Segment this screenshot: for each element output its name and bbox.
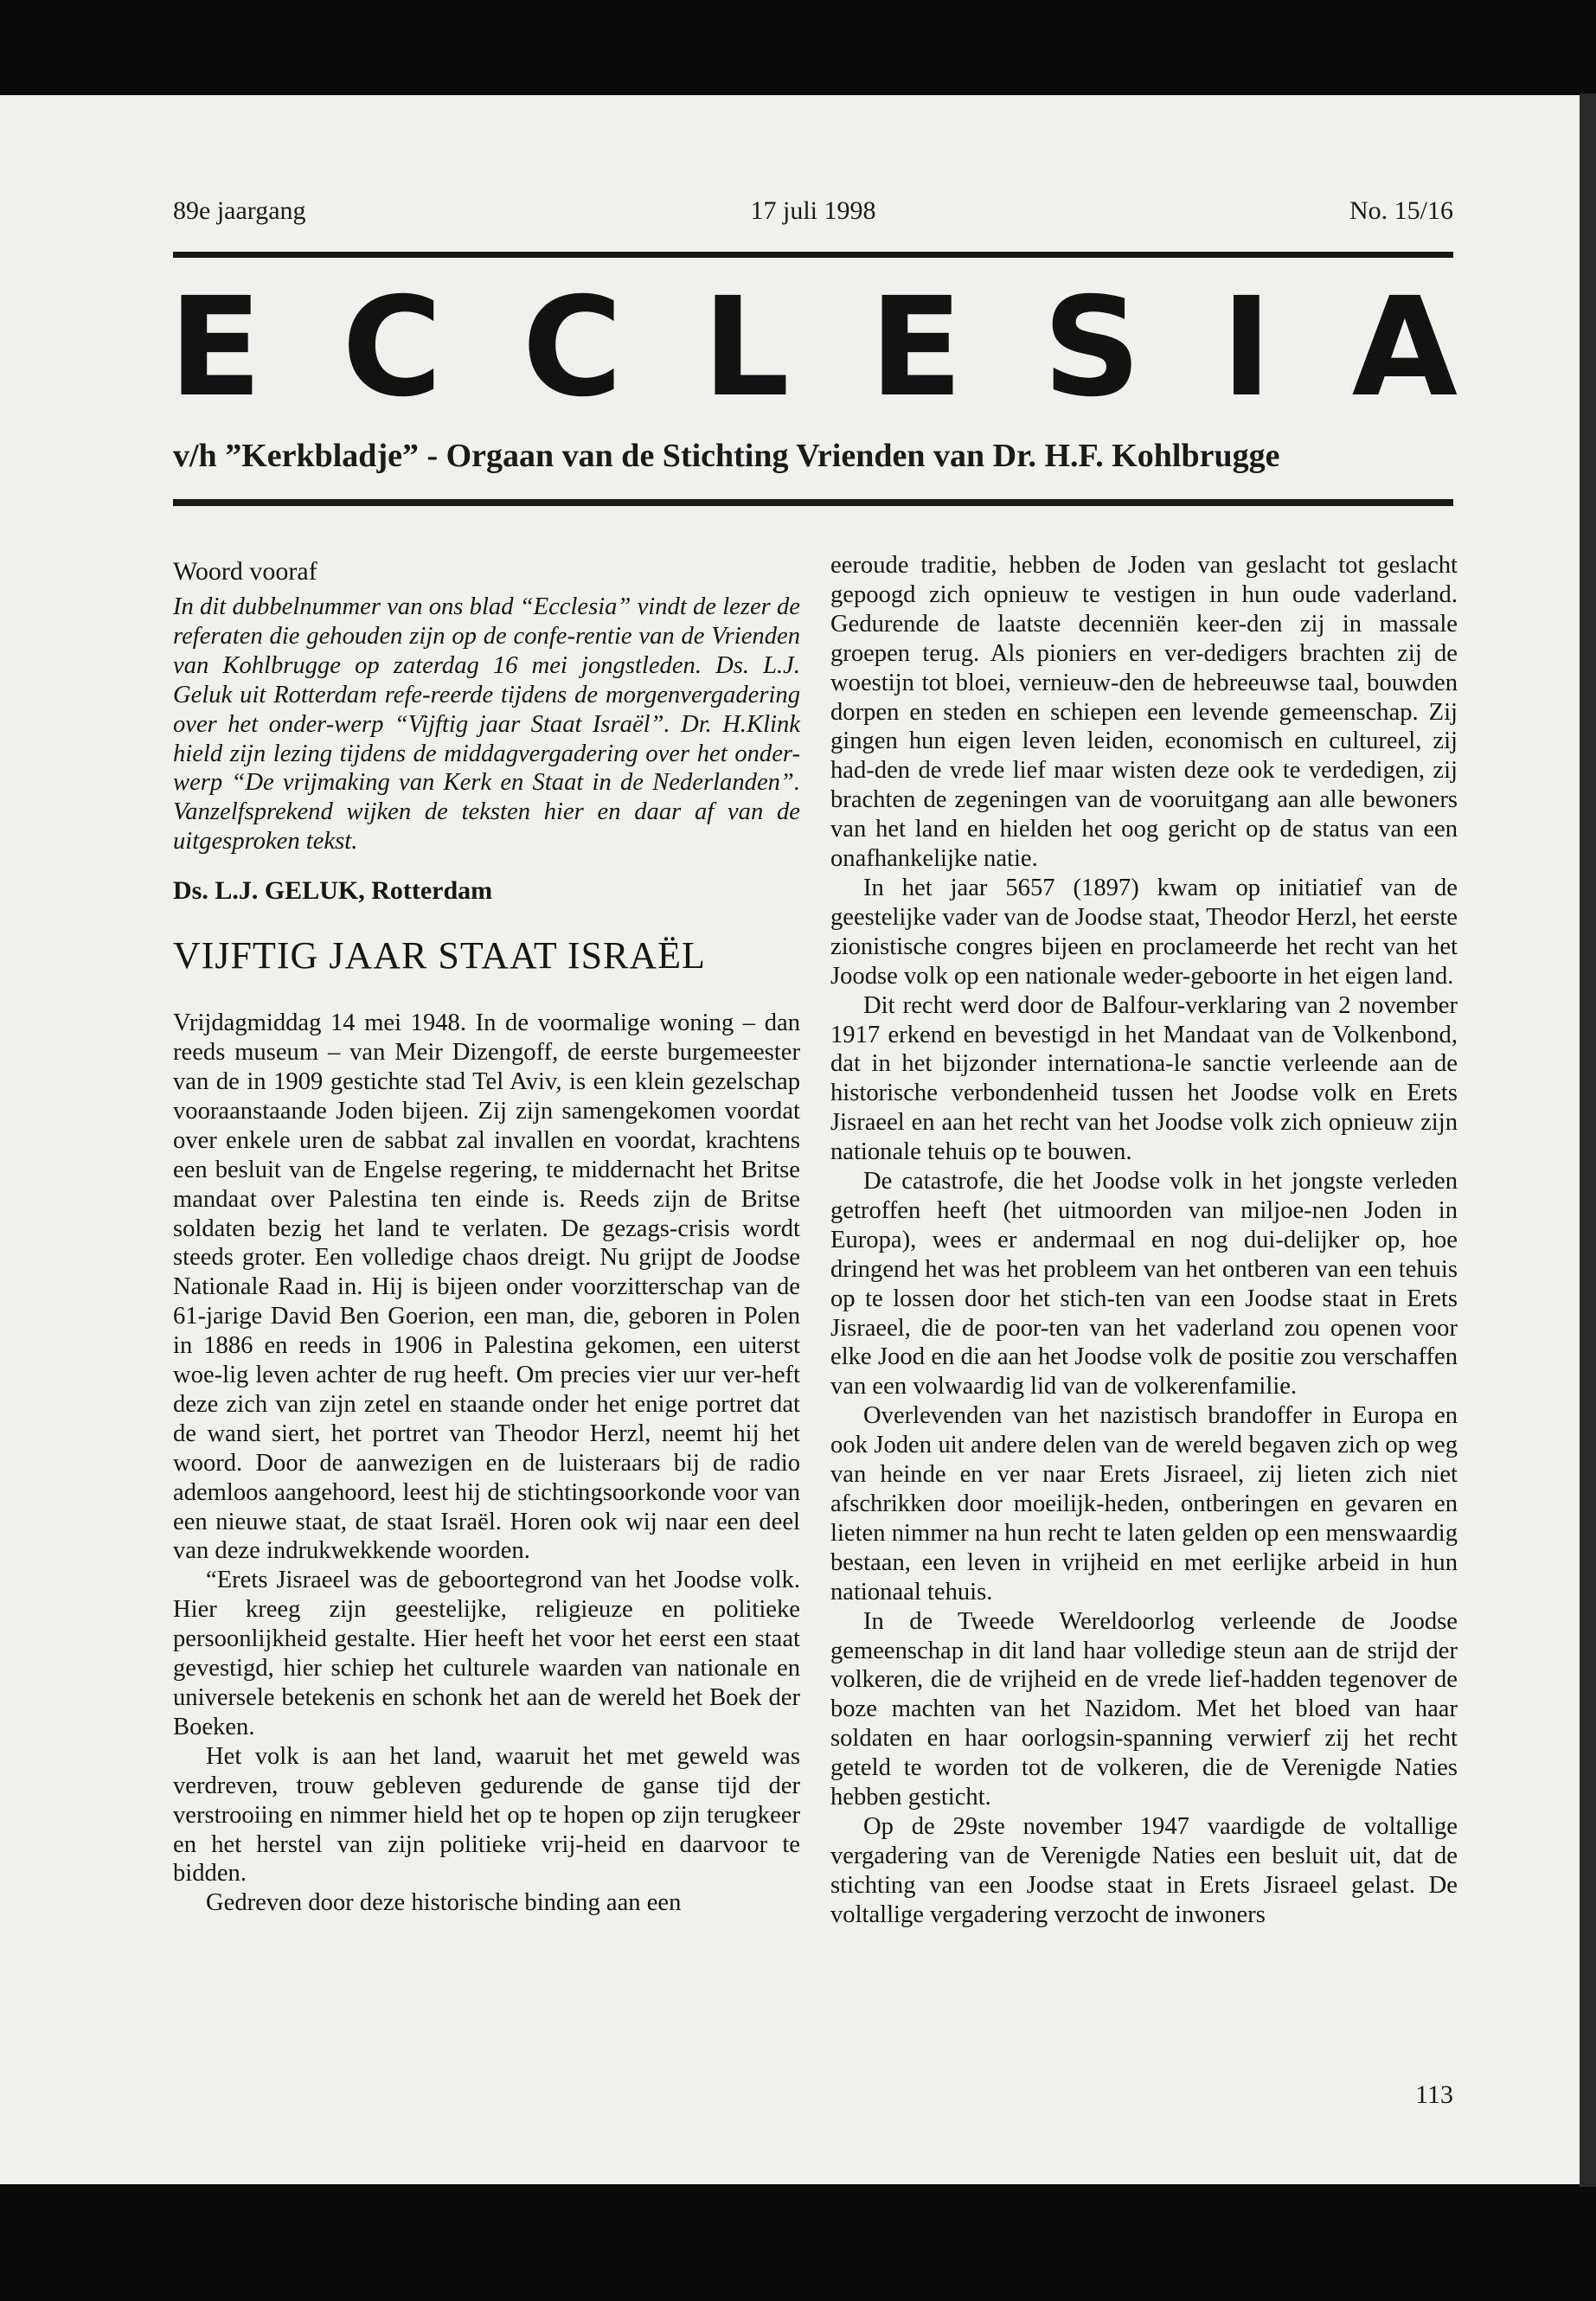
- masthead-rule-bottom: [173, 499, 1453, 506]
- body-paragraph: Dit recht werd door de Balfour-verklaring van 2 november 1917 erkend en bevestigd in het Mandaat van de Volkenbond, dat in het bijzonder internationa-le sanctie verleende aan de historische verbondenheid tussen het Joodse volk en Erets Jisraeel en aan het recht van het Joodse volk zich opnieuw zijn nationale tehuis op te bouwen.: [830, 991, 1458, 1166]
- header-rule-top: [173, 252, 1453, 258]
- masthead-letter: L: [702, 268, 790, 427]
- masthead-letter: I: [1221, 268, 1272, 427]
- right-column: [830, 551, 1458, 1930]
- intro-paragraph: In dit dubbelnummer van ons blad “Ecclesia” vindt de lezer de referaten die gehouden zijn op de confe-rentie van de Vrienden van Kohlbrugge op zaterdag 16 mei jongstleden. Ds. L.J. Geluk uit Rotterdam refe-reerde tijdens de morgenvergadering over het onder-werp “Vijftig jaar Staat Israël”. Dr. H.Klink hield zijn lezing tijdens de middagvergadering over het onder-werp “De vrijmaking van Kerk en Staat in de Nederlanden”. Vanzelfsprekend wijken de teksten hier en daar af van de uitgesproken tekst.: [173, 593, 800, 856]
- header-issue: No. 15/16: [1349, 196, 1453, 225]
- body-paragraph: Vrijdagmiddag 14 mei 1948. In de voormalige woning – dan reeds museum – van Meir Dizengoff, de eerste burgemeester van de in 1909 gestichte stad Tel Aviv, is een klein gezelschap vooraanstaande Joden bijeen. Zij zijn samengekomen voordat over enkele uren de sabbat zal invallen en voordat, krachtens een besluit van de Engelse regering, te middernacht het Britse mandaat over Palestina ten einde is. Reeds zijn de Britse soldaten bezig het land te verlaten. De gezags-crisis wordt steeds groter. Een volledige chaos dreigt. Nu grijpt de Joodse Nationale Raad in. Hij is bijeen onder voorzitterschap van de 61-jarige David Ben Goerion, een man, die, geboren in Polen in 1886 en reeds in 1906 in Palestina gekomen, een uiterst woe-lig leven achter de rug heeft. Om precies vier uur ver-heft deze zich van zijn zetel en staande onder het enige portret dat de wand siert, het portret van Theodor Herzl, neemt hij het woord. Door de aanwezigen en de luisteraars bij de radio ademloos aangehoord, leest hij de stichtingsoorkonde voor van een nieuwe staat, de staat Israël. Horen ook wij naar een deel van deze indrukwekkende woorden.: [173, 1009, 800, 1565]
- left-column: [173, 551, 800, 1918]
- body-paragraph: De catastrofe, die het Joodse volk in het jongste verleden getroffen heeft (het uitmoorden van miljoe-nen Joden in Europa), wees er andermaal en nog dui-delijker op, hoe dringend het was het probleem van het ontberen van een tehuis op te lossen door het stich-ten van een Joodse staat in Erets Jisraeel, die de poor-ten van het vaderland zou openen voor elke Jood en die aan het Joodse volk de positie zou verschaffen van een volwaardig lid van de volkerenfamilie.: [830, 1168, 1458, 1400]
- body-paragraph: Gedreven door deze historische binding aan een: [206, 1889, 682, 1917]
- page-number: 113: [1415, 2080, 1453, 2109]
- page-edge-shadow: [1580, 93, 1596, 2187]
- body-paragraph: Overlevenden van het nazistisch brandoffer in Europa en ook Joden uit andere delen van de wereld begaven zich op weg van heinde en ver naar Erets Jisraeel, zij lieten zich niet afschrikken door moeilijk-heden, ontberingen en gevaren en lieten nimmer na hun recht te laten gelden op een menswaardig bestaan, een leven in vrijheid en met eerlijke arbeid in hun nationaal tehuis.: [830, 1402, 1458, 1606]
- body-paragraph: eeroude traditie, hebben de Joden van geslacht tot geslacht gepoogd zich opnieuw te vestigen in hun oude vaderland. Gedurende de laatste decenniën keer-den zij in massale groepen terug. Als pioniers en ver-dedigers brachten zij de woestijn tot bloei, vernieuw-den de hebreeuwse taal, bouwden dorpen en steden en schiepen een levende gemeenschap. Zij gingen hun eigen leven leiden, economisch en cultureel, zij had-den de vrede lief maar wisten deze ook te verdedigen, zij brachten de zegeningen van de vooruitgang aan alle bewoners van het land en hielden het oog gericht op de status van een onafhankelijke natie.: [830, 552, 1458, 873]
- masthead-letter: S: [1042, 268, 1142, 427]
- masthead-letter: C: [342, 268, 443, 427]
- masthead-letter: A: [1351, 268, 1458, 427]
- body-paragraph: Op de 29ste november 1947 vaardigde de voltallige vergadering van de Verenigde Naties een besluit uit, dat de stichting van een Joodse staat in Erets Jisraeel gelast. De voltallige vergadering verzocht de inwoners: [830, 1812, 1458, 1928]
- masthead-letter: C: [522, 268, 623, 427]
- article-title: VIJFTIG JAAR STAAT ISRAËL: [173, 934, 706, 977]
- right-body: [830, 551, 1458, 1930]
- masthead-letter: E: [169, 268, 262, 427]
- header-volume: 89e jaargang: [173, 196, 306, 225]
- masthead-letter: E: [869, 268, 963, 427]
- masthead-title: [169, 268, 1458, 427]
- masthead-subtitle: v/h ”Kerkbladje” - Orgaan van de Stichting Vrienden van Dr. H.F. Kohlbrugge: [173, 438, 1280, 474]
- header-date: 17 juli 1998: [750, 196, 876, 225]
- article-author: Ds. L.J. GELUK, Rotterdam: [173, 876, 493, 906]
- section-heading: Woord vooraf: [173, 557, 317, 586]
- body-paragraph: Het volk is aan het land, waaruit het met geweld was verdreven, trouw gebleven gedurende de ganse tijd der verstrooiing en nimmer hield het op te hopen op zijn terugkeer en het herstel van zijn politieke vrij-heid en daarvoor te bidden.: [173, 1742, 800, 1888]
- body-paragraph: In de Tweede Wereldoorlog verleende de Joodse gemeenschap in dit land haar volledige steun aan de strijd der volkeren, die de vrijheid en de vrede lief-hadden tegenover de boze machten van het Nazidom. Met het bloed van haar soldaten en haar oorlogsin-spanning verwierf zij het recht geteld te worden tot de volkeren, die de Verenigde Naties hebben gesticht.: [830, 1607, 1458, 1811]
- left-body: [173, 1009, 800, 1918]
- body-paragraph: In het jaar 5657 (1897) kwam op initiatief van de geestelijke vader van de Joodse staat, Theodor Herzl, het eerste zionistische congres bijeen en proclameerde het recht van het Joodse volk op een nationale weder-geboorte in het eigen land.: [830, 874, 1458, 990]
- body-paragraph: “Erets Jisraeel was de geboortegrond van het Joodse volk. Hier kreeg zijn geestelijke, religieuze en politieke persoonlijkheid gestalte. Hier heeft het voor het eerst een staat gevestigd, hier schiep het culturele waarden van nationale en universele betekenis en schonk het aan de wereld het Boek der Boeken.: [173, 1567, 800, 1740]
